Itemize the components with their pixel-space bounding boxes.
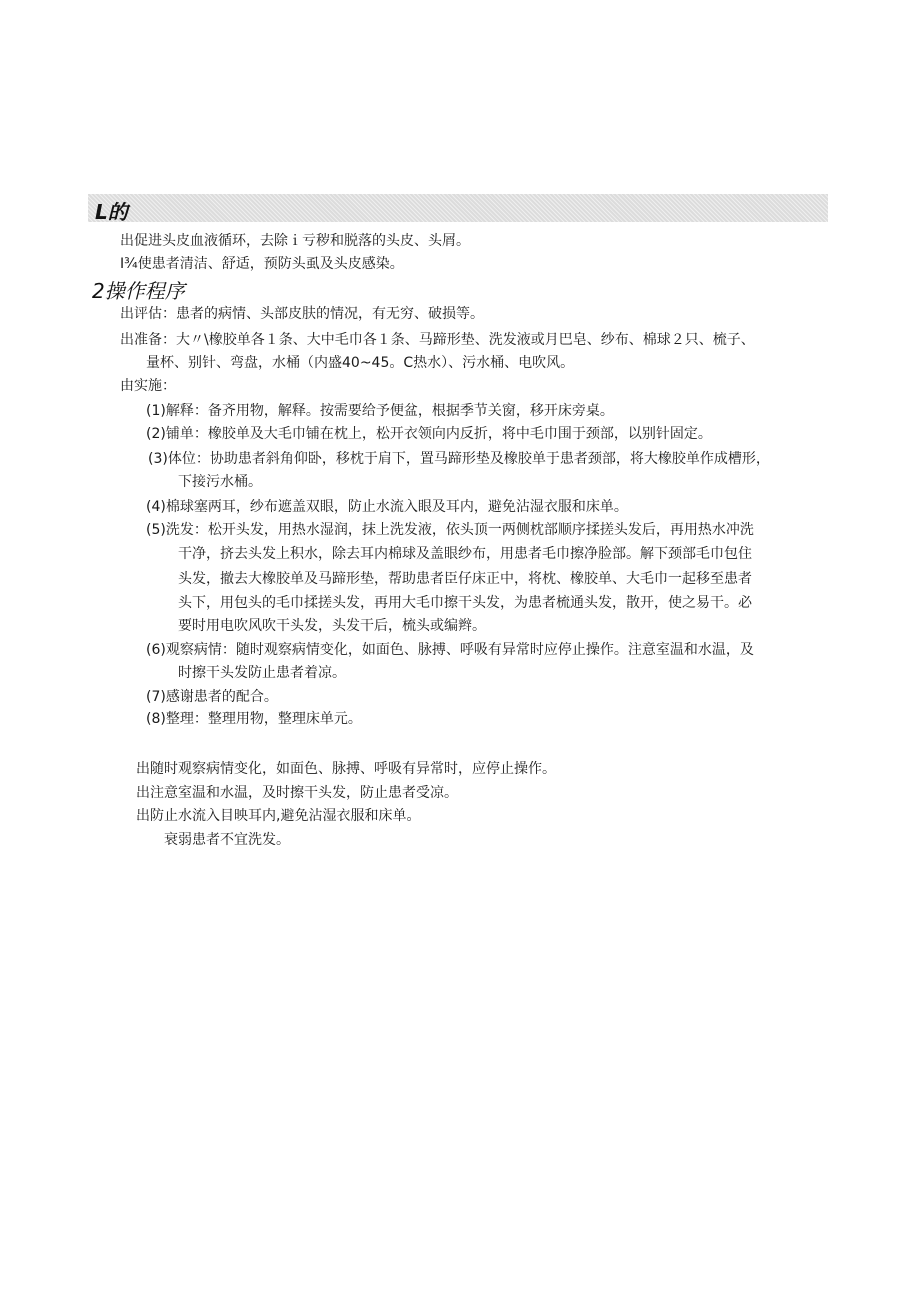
step-5-line-2: 干净，挤去头发上积水，除去耳内棉球及盖眼纱布，用患者毛巾擦净脸部。解下颈部毛巾包住 (178, 546, 752, 562)
step-4: (4)棉球塞两耳，纱布遮盖双眼，防止水流入眼及耳内，避免沾湿衣服和床单。 (146, 499, 628, 515)
step-6-line-2: 时擦干头发防止患者着凉。 (178, 665, 346, 681)
step-5-line-4: 头下，用包头的毛巾揉搓头发，再用大毛巾擦干头发，为患者梳通头发，散开，使之易干。必 (178, 595, 752, 611)
step-5-line-5: 要时用电吹风吹干头发，头发干后，梳头或编辫。 (178, 618, 486, 634)
step-5-line-3: 头发，撤去大橡胶单及马蹄形垫，帮助患者臣仔床正中，将枕、橡胶单、大毛巾一起移至患者 (178, 571, 752, 587)
step-2: (2)铺单：橡胶单及大毛巾铺在枕上，松开衣领向内反折，将中毛巾围于颈部，以别针固定。 (146, 426, 712, 442)
note-3: 出防止水流入目映耳内,避免沾湿衣服和床单。 (136, 808, 421, 824)
prepare-line-1: 出准备：大〃\橡胶单各１条、大中毛巾各１条、马蹄形垫、洗发液或月巴皂、纱布、棉球２只、梳子、 (120, 332, 755, 348)
section-heading-bar (88, 194, 828, 222)
step-6-line-1: (6)观察病情：随时观察病情变化，如面色、脉搏、呼吸有异常时应停止操作。注意室温和水温，及 (146, 642, 754, 658)
assess-line: 出评估：患者的病情、头部皮肤的情况，有无穷、破损等。 (120, 306, 484, 322)
note-2: 出注意室温和水温，及时擦干头发，防止患者受凉。 (136, 785, 458, 801)
step-5-line-1: (5)洗发：松开头发，用热水湿润，抹上洗发液，依头顶一两侧枕部顺序揉搓头发后，再用热水冲洗 (146, 522, 754, 538)
purpose-line-2: I¾使患者清洁、舒适，预防头虱及头皮感染。 (120, 256, 404, 272)
prepare-line-2: 量杯、别针、弯盘，水桶（内盛40~45。C热水）、污水桶、电吹风。 (146, 355, 575, 371)
note-1: 出随时观察病情变化，如面色、脉搏、呼吸有异常时，应停止操作。 (136, 761, 556, 777)
section-title-procedure: 2操作程序 (92, 279, 185, 303)
step-8: (8)整理：整理用物，整理床单元。 (146, 711, 362, 727)
purpose-line-1: 出促进头皮血液循环，去除ｉ亏秽和脱落的头皮、头屑。 (120, 233, 470, 249)
step-7: (7)感谢患者的配合。 (146, 689, 278, 705)
step-1: (1)解释：备齐用物，解释。按需要给予便盆，根据季节关窗，移开床旁桌。 (146, 403, 614, 419)
note-4: 衰弱患者不宜洗发。 (164, 832, 290, 848)
step-3-line-2: 下接污水桶。 (178, 474, 262, 490)
section-title-purpose: L的 (95, 200, 128, 224)
implement-label: 由实施： (120, 378, 176, 394)
step-3-line-1: (3)体位：协助患者斜角仰卧，移枕于肩下，置马蹄形垫及橡胶单于患者颈部，将大橡胶单作成槽形， (148, 451, 770, 467)
